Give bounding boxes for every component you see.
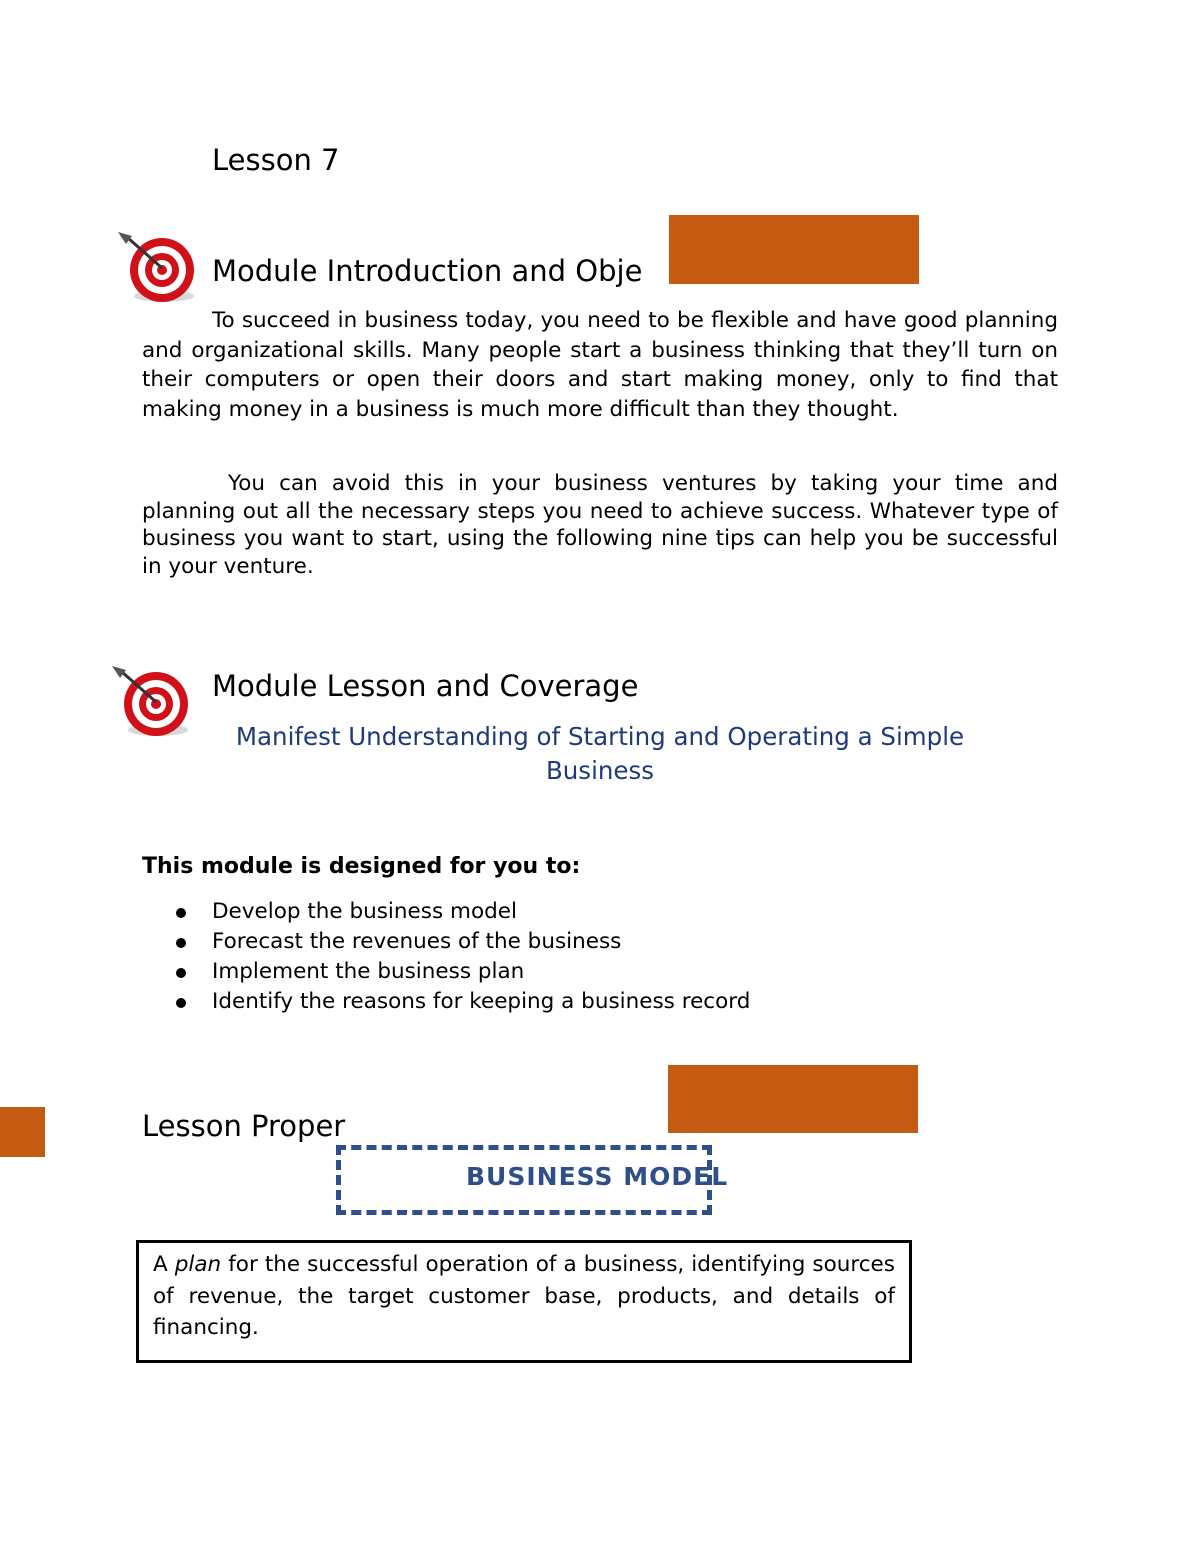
lesson-subtitle [142,720,1058,788]
definition-box [136,1240,912,1363]
objectives-heading: This module is designed for you to: [142,854,581,879]
bullet-icon [176,998,186,1008]
intro-paragraph: You can avoid this in your business ventures by taking your time and planning out all the necessary steps you need to achieve success. Whatever type of business you want to start, using the following nine tips can help you be successful in your venture. [142,471,1058,579]
redaction-block [669,215,919,284]
bullet-icon [176,938,186,948]
definition-emphasis: plan [174,1252,222,1277]
objectives-list [142,897,750,1017]
intro-heading: Module Introduction and Obje [212,254,643,288]
bullet-icon [176,968,186,978]
intro-paragraph: To succeed in business today, you need to be flexible and have good planning and organizational skills. Many people start a business thinking that they’ll turn on their computers or open their doors and start making money, only to find that making money in a business is much more difficult than they thought. [142,308,1058,422]
coverage-heading: Module Lesson and Coverage [212,669,639,703]
redaction-block [0,1107,45,1157]
list-item: Implement the business plan [142,957,750,987]
lesson-proper-heading: Lesson Proper [142,1109,346,1143]
business-model-label: BUSINESS MODEL [466,1162,729,1191]
definition-prefix: A [153,1252,175,1277]
list-item: Identify the reasons for keeping a business record [142,987,750,1017]
list-item: Forecast the revenues of the business [142,927,750,957]
redaction-block [668,1065,918,1133]
lesson-subtitle-line: Business [545,756,655,785]
lesson-subtitle-line: Manifest Understanding of Starting and Operating a Simple [235,722,965,751]
list-item: Develop the business model [142,897,750,927]
target-dart-icon [112,228,204,306]
lesson-title: Lesson 7 [212,143,340,177]
bullet-icon [176,908,186,918]
definition-text: for the successful operation of a business, identifying sources of revenue, the target customer base, products, and details of financing. [153,1252,895,1340]
